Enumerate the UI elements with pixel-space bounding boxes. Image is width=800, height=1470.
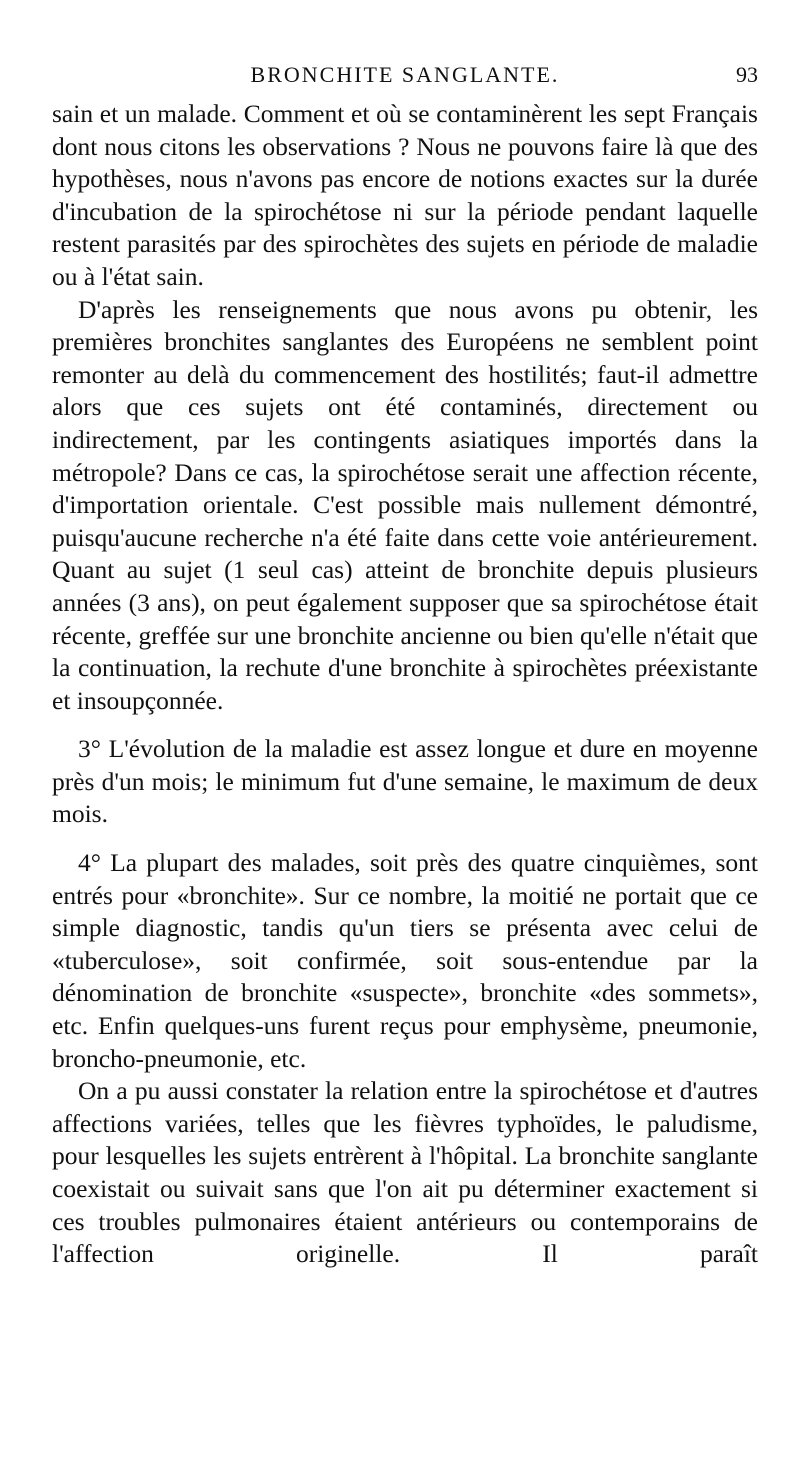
body-text — [52, 98, 758, 1271]
book-page — [52, 62, 758, 1271]
running-title: BRONCHITE SANGLANTE. — [250, 62, 560, 87]
paragraph-origin-hypothesis: D'après les renseignements que nous avons pu obtenir, les premières bronchites sanglantes des Européens ne semblent point remonter au delà du commencement des hostilités; faut-il admettre alors que ces sujets ont été contaminés, directement ou indirectement, par les contingents asiatiques importés dans la métropole? Dans ce cas, la spirochétose serait une affection récente, d'importation orientale. C'est possible mais nullement démontré, puisqu'aucune recherche n'a été faite dans cette voie antérieurement. Quant au sujet (1 seul cas) atteint de bronchite depuis plusieurs années (3 ans), on peut également supposer que sa spirochétose était récente, greffée sur une bronchite ancienne ou bien qu'elle n'était que la continuation, la rechute d'une bronchite à spirochètes préexistante et insoupçonnée. — [52, 294, 758, 715]
paragraph-continuation: sain et un malade. Comment et où se contaminèrent les sept Français dont nous citons les observations ? Nous ne pouvons faire là que des hypothèses, nous n'avons pas encore de notions exactes sur la durée d'incubation de la spirochétose ni sur la période pendant laquelle restent parasités par des spirochètes des sujets en période de maladie ou à l'état sain. — [52, 99, 758, 291]
page-header — [52, 62, 758, 98]
paragraph-point-3: 3° L'évolution de la maladie est assez longue et dure en moyenne près d'un mois; le minimum fut d'une semaine, le maximum de deux mois. — [52, 734, 758, 829]
paragraph-related-affections: On a pu aussi constater la relation entre la spirochétose et d'autres affections variées, telles que les fièvres typhoïdes, le paludisme, pour lesquelles les sujets entrèrent à l'hôpital. La bronchite sanglante coexistait ou suivait sans que l'on ait pu déterminer exactement si ces troubles pulmonaires étaient antérieurs ou contemporains de l'affection originelle. Il paraît — [52, 1076, 758, 1269]
page-number: 93 — [736, 62, 758, 87]
paragraph-point-4: 4° La plupart des malades, soit près des quatre cinquièmes, sont entrés pour «bronchite». Sur ce nombre, la moitié ne portait que ce simple diagnostic, tandis qu'un tiers se présenta avec celui de «tuberculose», soit confirmée, soit sous-entendue par la dénomination de bronchite «suspecte», bronchite «des sommets», etc. Enfin quelques-uns furent reçus pour emphysème, pneumonie, broncho-pneumonie, etc. — [52, 848, 758, 1073]
